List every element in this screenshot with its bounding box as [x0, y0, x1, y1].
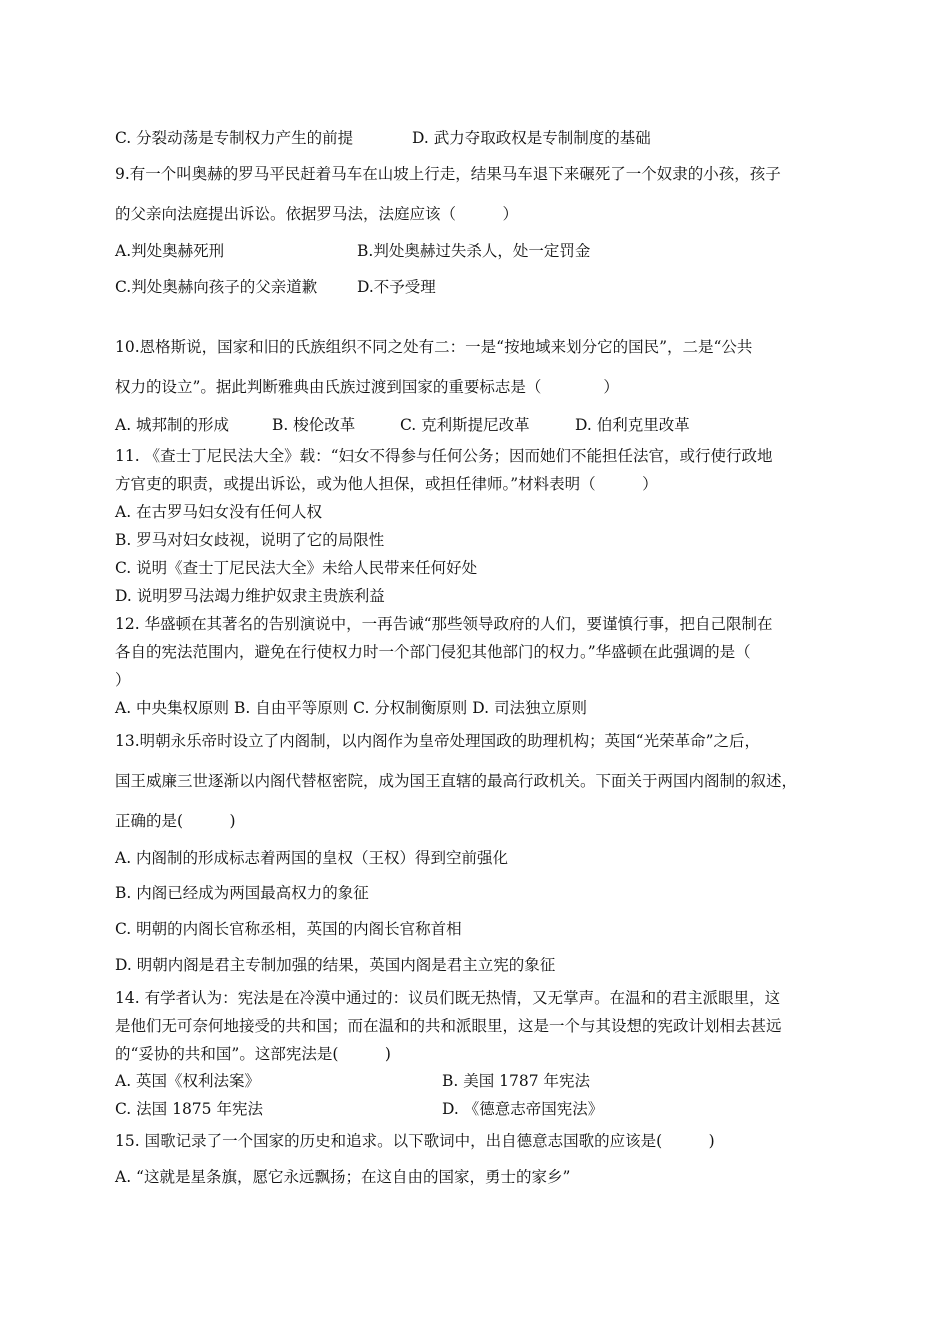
q9-stem-line-1: 9.有一个叫奥赫的罗马平民赶着马车在山坡上行走，结果马车退下来碾死了一个奴隶的小孩，孩子: [115, 165, 781, 183]
q13-option-c: C. 明朝的内阁长官称丞相，英国的内阁长官称首相: [115, 920, 462, 938]
q13-option-d: D. 明朝内阁是君主专制加强的结果，英国内阁是君主立宪的象征: [115, 956, 556, 974]
q12-stem-line-1: 12. 华盛顿在其著名的告别演说中，一再告诫“那些领导政府的人们，要谨慎行事，把自己限制在: [115, 615, 773, 633]
q12-options: A. 中央集权原则 B. 自由平等原则 C. 分权制衡原则 D. 司法独立原则: [115, 699, 587, 717]
q13-option-b: B. 内阁已经成为两国最高权力的象征: [115, 884, 369, 902]
q14-option-c: C. 法国 1875 年宪法: [115, 1100, 263, 1118]
q14-stem-line-1: 14. 有学者认为：宪法是在冷漠中通过的：议员们既无热情，又无掌声。在温和的君主派眼里，这: [115, 989, 781, 1007]
q9-option-c: C.判处奥赫向孩子的父亲道歉: [115, 278, 318, 296]
q11-stem-line-2: 方官吏的职责，或提出诉讼，或为他人担保，或担任律师。”材料表明（ ）: [115, 475, 658, 493]
q15-stem-line-1: 15. 国歌记录了一个国家的历史和追求。以下歌词中，出自德意志国歌的应该是( ): [115, 1132, 715, 1150]
q10-option-d: D. 伯利克里改革: [575, 416, 690, 434]
q11-option-c: C. 说明《查士丁尼民法大全》未给人民带来任何好处: [115, 559, 478, 577]
q13-stem-line-1: 13.明朝永乐帝时设立了内阁制，以内阁作为皇帝处理国政的助理机构；英国“光荣革命”之后，: [115, 732, 761, 750]
q15-option-a: A. “这就是星条旗，愿它永远飘扬；在这自由的国家，勇士的家乡”: [115, 1168, 571, 1186]
q9-option-b: B.判处奥赫过失杀人，处一定罚金: [357, 242, 591, 260]
q10-stem-line-1: 10.恩格斯说，国家和旧的氏族组织不同之处有二：一是“按地域来划分它的国民”，二是“公共: [115, 338, 753, 356]
q14-option-b: B. 美国 1787 年宪法: [442, 1072, 591, 1090]
q8-option-d: D. 武力夺取政权是专制制度的基础: [412, 129, 651, 147]
q11-option-a: A. 在古罗马妇女没有任何人权: [115, 503, 323, 521]
q11-option-b: B. 罗马对妇女歧视，说明了它的局限性: [115, 531, 385, 549]
q9-option-a: A.判处奥赫死刑: [115, 242, 225, 260]
q10-option-b: B. 梭伦改革: [272, 416, 356, 434]
q8-option-c: C. 分裂动荡是专制权力产生的前提: [115, 129, 354, 147]
q9-option-d: D.不予受理: [357, 278, 436, 296]
q10-option-c: C. 克利斯提尼改革: [400, 416, 530, 434]
q10-option-a: A. 城邦制的形成: [115, 416, 230, 434]
q11-option-d: D. 说明罗马法竭力维护奴隶主贵族利益: [115, 587, 385, 605]
q11-stem-line-1: 11. 《查士丁尼民法大全》载：“妇女不得参与任何公务；因而她们不能担任法官，或行使行政地: [115, 447, 773, 465]
q12-stem-line-3: ）: [115, 671, 131, 689]
q13-option-a: A. 内阁制的形成标志着两国的皇权（王权）得到空前强化: [115, 849, 509, 867]
q14-option-a: A. 英国《权利法案》: [115, 1072, 261, 1090]
q12-stem-line-2: 各自的宪法范围内，避免在行使权力时一个部门侵犯其他部门的权力。”华盛顿在此强调的是（: [115, 643, 751, 661]
q14-stem-line-3: 的“妥协的共和国”。这部宪法是( ): [115, 1045, 391, 1063]
q14-option-d: D. 《德意志帝国宪法》: [442, 1100, 604, 1118]
q14-stem-line-2: 是他们无可奈何地接受的共和国；而在温和的共和派眼里，这是一个与其设想的宪政计划相去甚远: [115, 1017, 782, 1035]
q9-stem-line-2: 的父亲向法庭提出诉讼。依据罗马法，法庭应该（ ）: [115, 205, 519, 223]
q13-stem-line-2: 国王威廉三世逐渐以内阁代替枢密院，成为国王直辖的最高行政机关。下面关于两国内阁制的叙述，: [115, 772, 798, 790]
q10-stem-line-2: 权力的设立”。据此判断雅典由氏族过渡到国家的重要标志是（ ）: [115, 378, 619, 396]
q13-stem-line-3: 正确的是( ): [115, 812, 236, 830]
